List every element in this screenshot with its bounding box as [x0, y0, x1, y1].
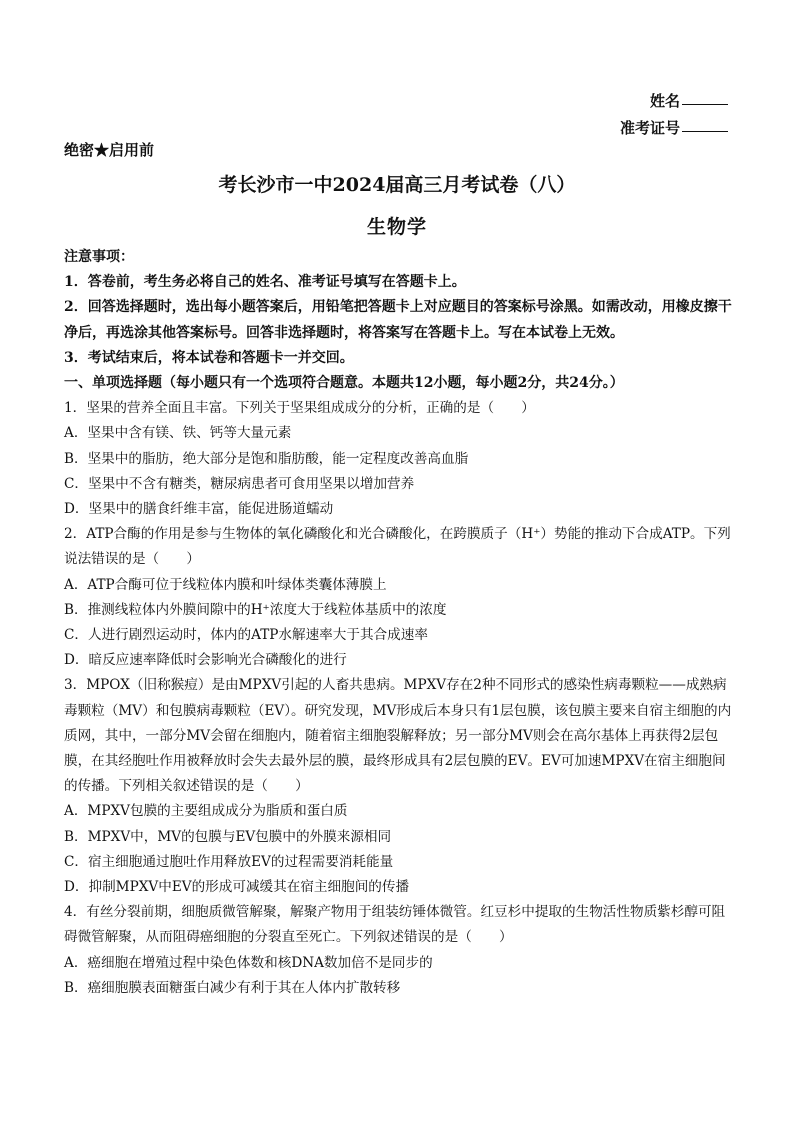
notice-item: 2．回答选择题时，选出每小题答案后，用铅笔把答题卡上对应题目的答案标号涂黑。如需改动，用橡皮擦干净后，再选涂其他答案标号。回答非选择题时，将答案写在答题卡上。写在本试卷上无效。	[64, 299, 732, 341]
exam-id-label: 准考证号	[619, 119, 680, 137]
exam-title: 考长沙市一中2024届高三月考试卷（八）	[218, 174, 576, 196]
question-option: C．坚果中不含有糖类，糖尿病患者可食用坚果以增加营养	[64, 475, 415, 492]
name-row	[620, 88, 728, 115]
name-blank	[682, 88, 728, 105]
notice-heading: 注意事项：	[64, 249, 134, 265]
section-heading: 一、单项选择题（每小题只有一个选项符合题意。本题共12小题，每小题2分，共24分。）	[64, 375, 624, 392]
question-stem: 1．坚果的营养全面且丰富。下列关于坚果组成成分的分析，正确的是（ ）	[64, 400, 535, 417]
question-stem: 3．MPOX（旧称猴痘）是由MPXV引起的人畜共患病。MPXV存在2种不同形式的感染性病毒颗粒——成熟病毒颗粒（MV）和包膜病毒颗粒（EV）。研究发现，MV形成后本身只有1层包膜，该包膜主要来自宿主细胞的内质网，其中，一部分MV会留在细胞内，随着宿主细胞裂解释放；另一部分MV则会在高尔基体上再获得2层包膜，在其经胞吐作用被释放时会失去最外层的膜，最终形成具有2层包膜的EV。EV可加速MPXV在宿主细胞间的传播。下列相关叙述错误的是（ ）	[64, 677, 732, 795]
notice-item: 1．答卷前，考生务必将自己的姓名、准考证号填写在答题卡上。	[64, 274, 466, 291]
question-option: B．推测线粒体内外膜间隙中的H⁺浓度大于线粒体基质中的浓度	[64, 601, 447, 618]
exam-id-blank	[682, 115, 728, 132]
notice-item: 3．考试结束后，将本试卷和答题卡一并交回。	[64, 349, 354, 366]
secret-mark: 绝密★启用前	[64, 141, 155, 159]
exam-subject: 生物学	[366, 216, 427, 238]
question-stem: 4．有丝分裂前期，细胞质微管解聚，解聚产物用于组装纺锤体微管。红豆杉中提取的生物活性物质紫杉醇可阻碍微管解聚，从而阻碍癌细胞的分裂直至死亡。下列叙述错误的是（ ）	[64, 904, 726, 946]
exam-content	[64, 245, 732, 1001]
candidate-info	[620, 88, 728, 142]
question-option: A．ATP合酶可位于线粒体内膜和叶绿体类囊体薄膜上	[64, 576, 387, 593]
name-label: 姓名	[649, 92, 680, 110]
question-option: B．MPXV中，MV的包膜与EV包膜中的外膜来源相同	[64, 828, 392, 845]
question-stem: 2．ATP合酶的作用是参与生物体的氧化磷酸化和光合磷酸化，在跨膜质子（H⁺）势能的推动下合成ATP。下列说法错误的是（ ）	[64, 526, 731, 568]
exam-id-row	[620, 115, 728, 142]
question-option: D．坚果中的膳食纤维丰富，能促进肠道蠕动	[64, 501, 334, 518]
question-option: A．癌细胞在增殖过程中染色体数和核DNA数加倍不是同步的	[64, 954, 433, 971]
question-option: A．坚果中含有镁、铁、钙等大量元素	[64, 425, 292, 442]
question-option: D．抑制MPXV中EV的形成可减缓其在宿主细胞间的传播	[64, 879, 410, 896]
question-option: D．暗反应速率降低时会影响光合磷酸化的进行	[64, 652, 347, 669]
question-option: C．宿主细胞通过胞吐作用释放EV的过程需要消耗能量	[64, 853, 394, 870]
question-option: C．人进行剧烈运动时，体内的ATP水解速率大于其合成速率	[64, 627, 428, 644]
question-option: B．坚果中的脂肪，绝大部分是饱和脂肪酸，能一定程度改善高血脂	[64, 450, 469, 467]
question-option: A．MPXV包膜的主要组成成分为脂质和蛋白质	[64, 803, 348, 820]
question-option: B．癌细胞膜表面糖蛋白减少有利于其在人体内扩散转移	[64, 979, 401, 996]
